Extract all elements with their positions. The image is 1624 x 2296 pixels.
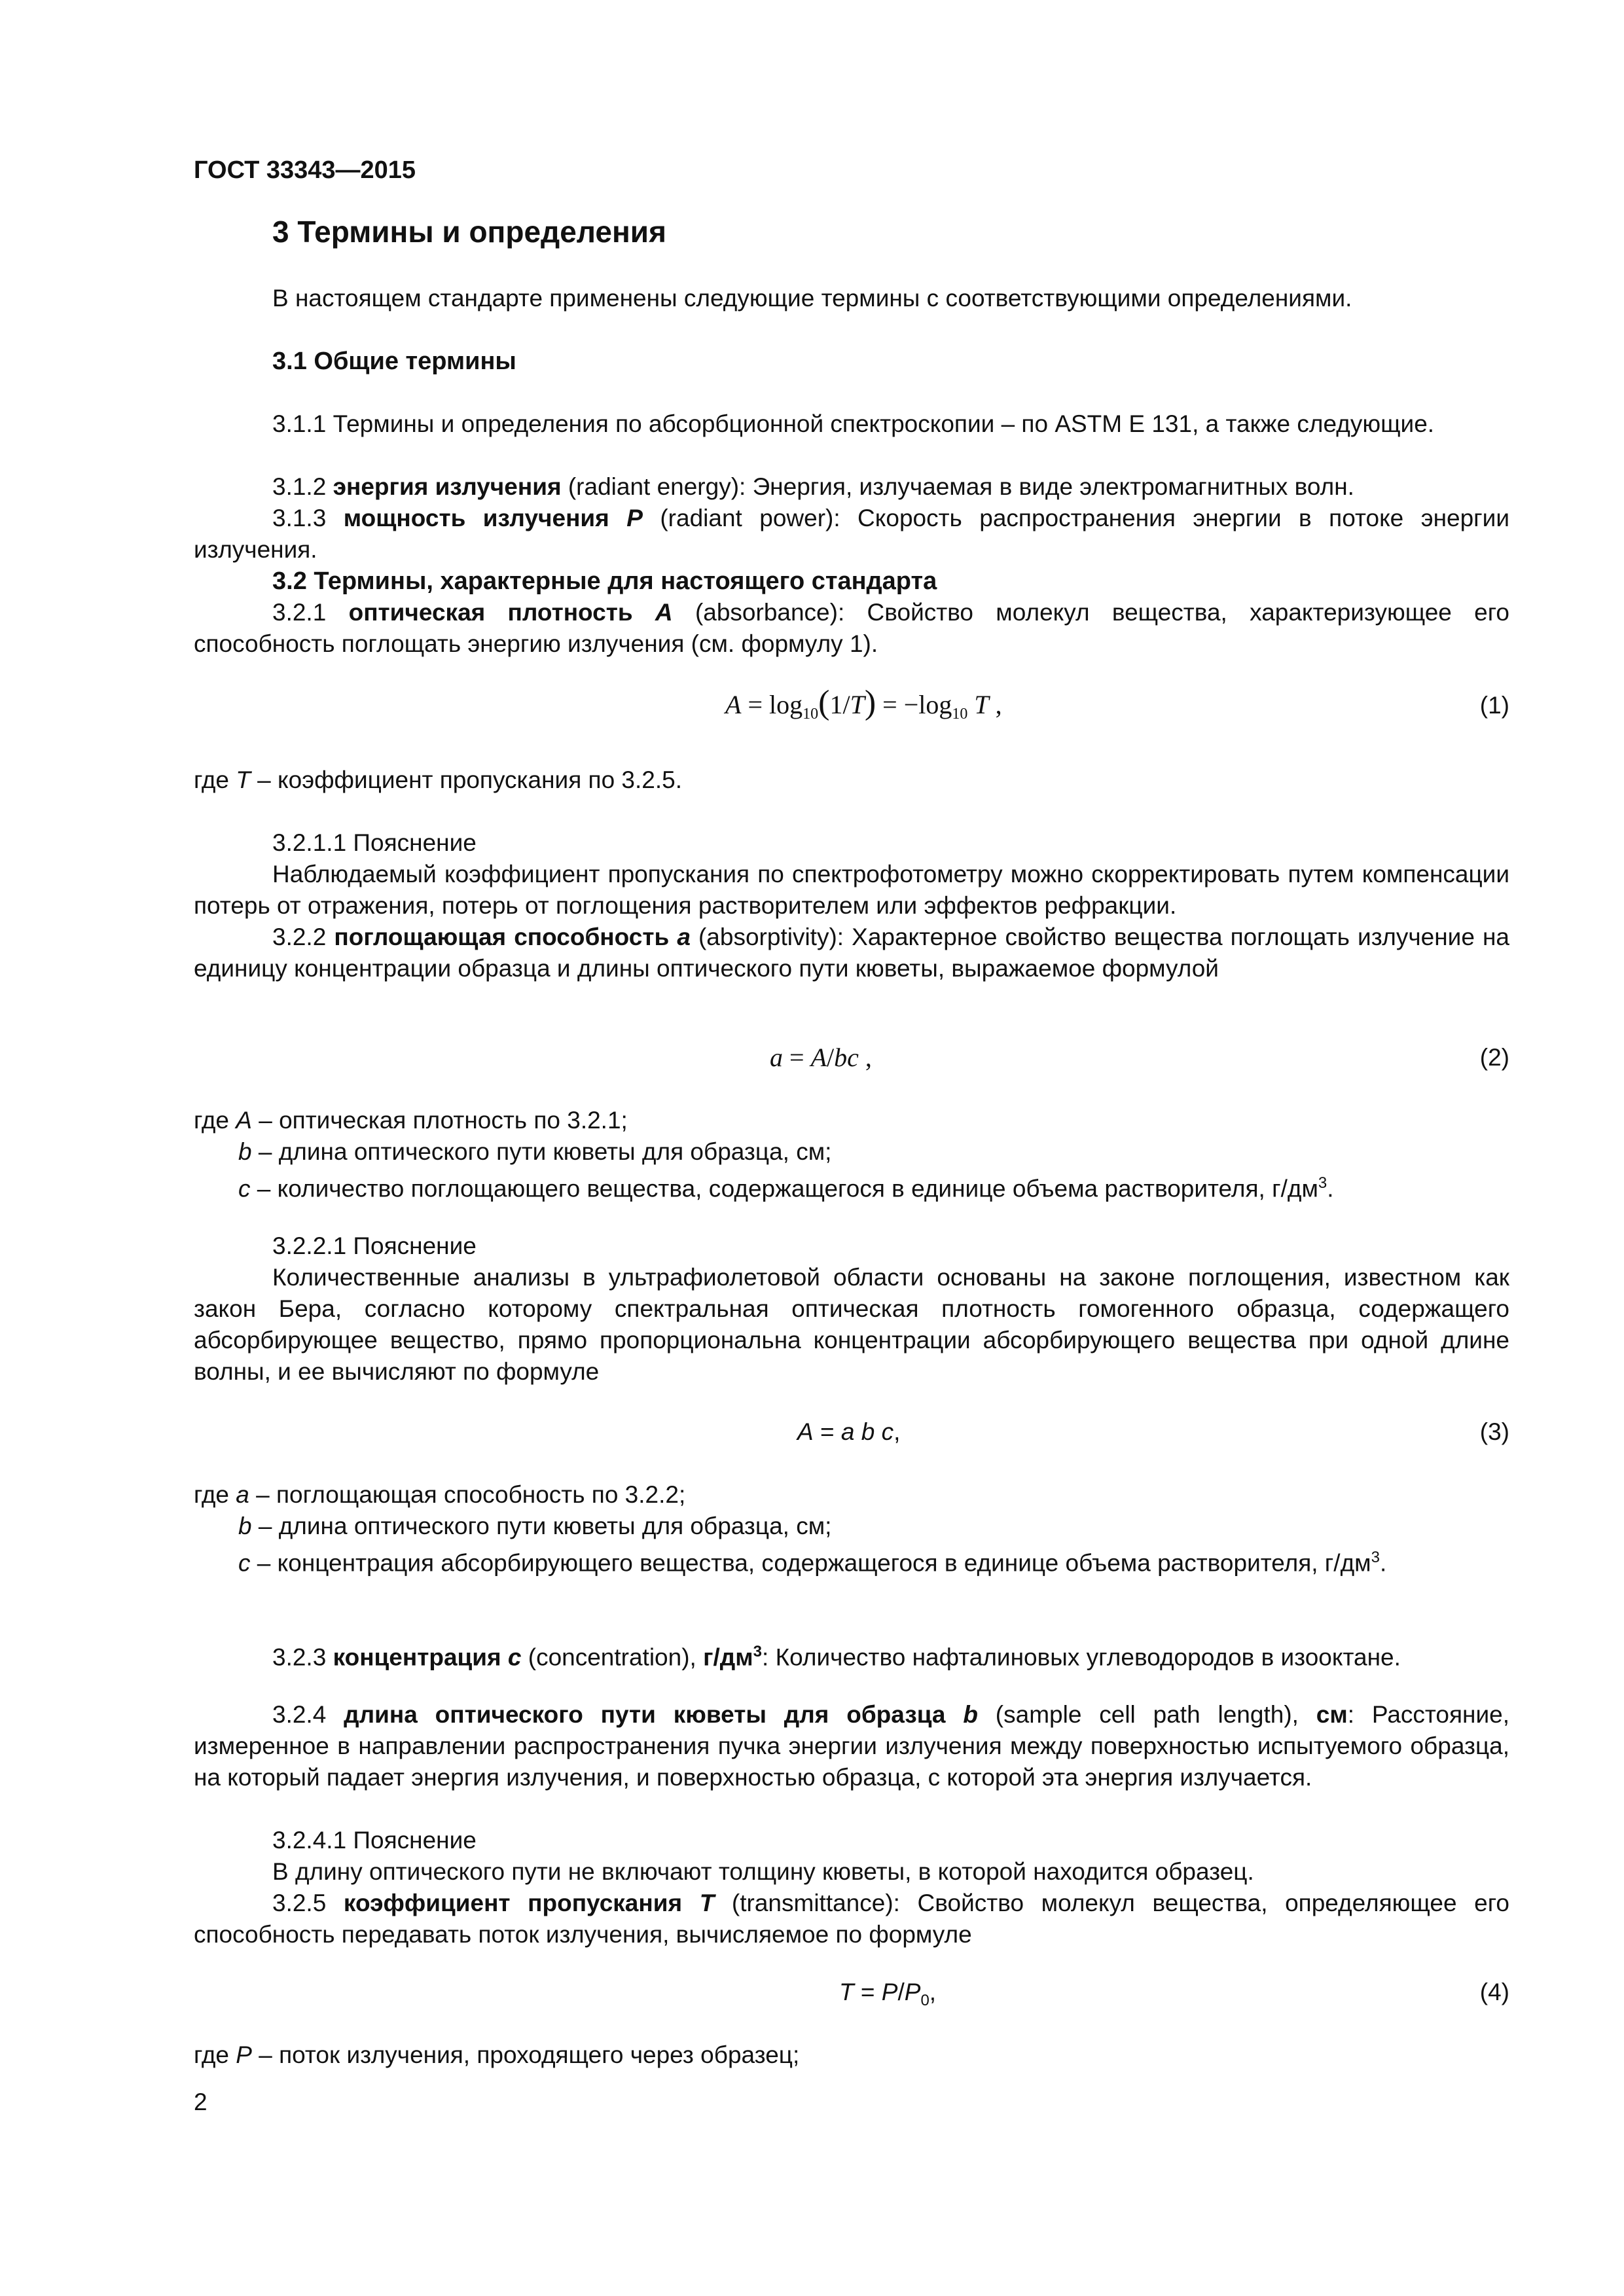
formula-2: a = A/bc , — [770, 1043, 872, 1072]
formula-2-where-b: b – длина оптического пути кюветы для образца, см; — [238, 1138, 832, 1165]
term-name: энергия излучения — [333, 473, 562, 500]
formula-2-where-a: где A – оптическая плотность по 3.2.1; — [194, 1107, 628, 1134]
note-3-2-2-1-title: 3.2.2.1 Пояснение — [272, 1232, 477, 1259]
term-3-1-3: 3.1.3 мощность излучения P (radiant power): Скорость распространения энергии в потоке энергии излучения. — [194, 505, 1509, 563]
formula-2-number: (2) — [1479, 1044, 1509, 1071]
note-3-2-4-1-title: 3.2.4.1 Пояснение — [272, 1827, 477, 1854]
formula-1-where: где T – коэффициент пропускания по 3.2.5. — [194, 766, 683, 793]
term-3-1-2: 3.1.2 энергия излучения (radiant energy): Энергия, излучаемая в виде электромагнитных волн. — [272, 473, 1354, 500]
note-3-2-4-1-text: В длину оптического пути не включают толщину кюветы, в которой находится образец. — [272, 1858, 1254, 1885]
term-name: оптическая плотность — [348, 599, 655, 626]
term-name: мощность излучения — [343, 505, 627, 531]
formula-1-number: (1) — [1479, 692, 1509, 719]
term-3-2-4: 3.2.4 длина оптического пути кюветы для образца b (sample cell path length), см: Расстояние, измеренное в направлении распространения пучка энергии излучения между поверхностью испытуемого образца, на который падает энергия излучения, и поверхностью образца, с которой эта энергия излучается. — [194, 1701, 1510, 1791]
term-name: поглощающая способность — [334, 924, 677, 950]
term-name: длина оптического пути кюветы для образца — [344, 1701, 964, 1728]
formula-1: $A = \log_{10}(1/T) = -\log_{10}$ T , — [725, 684, 1002, 723]
formula-3-where-a: где a – поглощающая способность по 3.2.2; — [194, 1481, 686, 1508]
formula-2-where-c: c – количество поглощающего вещества, содержащегося в единице объема растворителя, $г/дм^3$. — [238, 1174, 1334, 1202]
term-3-2-5: 3.2.5 коэффициент пропускания T (transmittance): Свойство молекул вещества, определяющее его способность передавать поток излучения, вычисляемое по формуле — [194, 1890, 1509, 1948]
formula-3-where-c: c – концентрация абсорбирующего вещества, содержащегося в единице объема растворителя, $г/дм^3$. — [238, 1549, 1387, 1577]
formula-3-number: (3) — [1479, 1418, 1509, 1445]
formula-4: $T = P/P_0$, — [839, 1979, 937, 2009]
term-name: коэффициент пропускания — [343, 1890, 700, 1916]
document-code: ГОСТ 33343—2015 — [194, 156, 416, 184]
note-3-2-1-1-text: Наблюдаемый коэффициент пропускания по спектрофотометру можно скорректировать путем компенсации потерь от отражения, потерь от поглощения растворителем или эффектов рефракции. — [194, 861, 1509, 919]
page-number: 2 — [194, 2089, 208, 2115]
formula-4-where: где P – поток излучения, проходящего через образец; — [194, 2041, 800, 2068]
note-3-2-1-1-title: 3.2.1.1 Пояснение — [272, 829, 477, 856]
formula-4-number: (4) — [1479, 1979, 1509, 2005]
formula-3-where-b: b – длина оптического пути кюветы для образца, см; — [238, 1513, 832, 1539]
term-3-1-1: 3.1.1 Термины и определения по абсорбционной спектроскопии – по ASTM E 131, а также следующие. — [272, 410, 1435, 437]
subsection-3-2-title: 3.2 Термины, характерные для настоящего стандарта — [272, 567, 937, 595]
term-name: концентрация — [333, 1643, 508, 1671]
intro-paragraph: В настоящем стандарте применены следующие термины с соответствующими определениями. — [272, 285, 1352, 312]
subsection-3-1-title: 3.1 Общие термины — [272, 348, 516, 375]
note-3-2-2-1-text: Количественные анализы в ультрафиолетовой области основаны на законе поглощения, известном как закон Бера, согласно которому спектральная оптическая плотность гомогенного образца, содержащего абсорбирующее вещество, прямо пропорциональна концентрации абсорбирующего вещества при одной длине волны, и ее вычисляют по формуле — [194, 1264, 1509, 1385]
section-title: 3 Термины и определения — [272, 215, 666, 249]
formula-3: A = a b c, — [797, 1418, 901, 1445]
term-3-2-2: 3.2.2 поглощающая способность a (absorptivity): Характерное свойство вещества поглощать излучение на единицу концентрации образца и длины оптического пути кюветы, выражаемое формулой — [194, 924, 1509, 982]
term-3-2-3: 3.2.3 концентрация c (concentration), $г/дм^3$: Количество нафталиновых углеводородов в изооктане. — [272, 1643, 1401, 1671]
term-3-2-1: 3.2.1 оптическая плотность A (absorbance): Свойство молекул вещества, характеризующее его способность поглощать энергию излучения (см. формулу 1). — [194, 599, 1510, 657]
